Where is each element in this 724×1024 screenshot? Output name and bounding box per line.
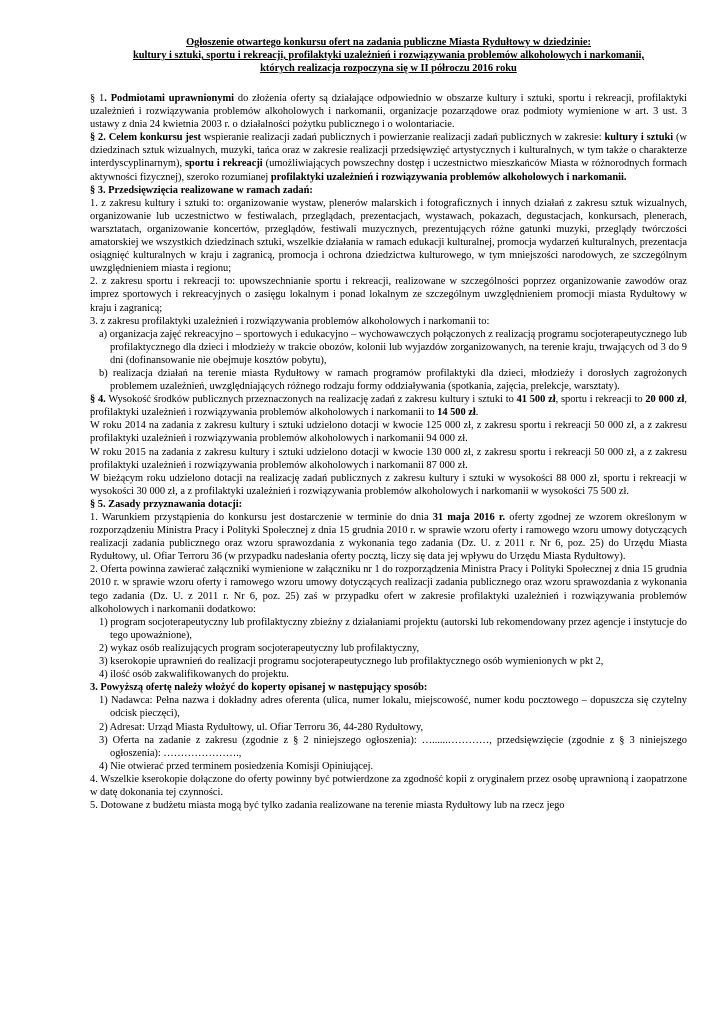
envelope-line-3: 3) Oferta na zadanie z zakresu (zgodnie z § 2 niniejszego ogłoszenia): …......…………, przedsięwzięcie (zgodnie z § 3 niniejszego ogłoszenia): …………………., xyxy=(99,734,687,759)
section-3-heading: § 3. Przedsięwzięcia realizowane w ramach zadań: xyxy=(90,184,313,196)
section-4: § 4. Wysokość środków publicznych przeznaczonych na realizację zadań z zakresu kultury i sztuki to 41 500 zł, sportu i rekreacji to 20 000 zł, profilaktyki uzależnień i rozwiązywania problemów alkoholowych i narkomanii to 14 500 zł. xyxy=(90,394,687,419)
envelope-line-1: 1) Nadawca: Pełna nazwa i dokładny adres oferenta (ulica, numer lokalu, miejscowość, numer kodu pocztowego – dopuszcza się czytelny odcisk pieczęci), xyxy=(99,695,687,720)
envelope-line-4: 4) Nie otwierać przed terminem posiedzenia Komisji Opiniującej. xyxy=(99,760,374,772)
section-5-attachment-4: 4) ilość osób zakwalifikowanych do projektu. xyxy=(99,669,289,681)
document-title: Ogłoszenie otwartego konkursu ofert na zadania publiczne Miasta Rydułtowy w dziedzinie: kultury i sztuki, sportu i rekreacji, profilaktyki uzależnień i rozwiązywania problemów alkoholowych i narkomanii, których realizacja rozpoczyna się w II półroczu 2016 roku xyxy=(132,37,645,74)
section-5-item-4: 4. Wszelkie kserokopie dołączone do oferty powinny być potwierdzone za zgodność kopii z oryginałem przez osobę uprawnioną i zaopatrzone w datę dokonania tej czynności. xyxy=(90,773,687,798)
section-4-current: W bieżącym roku udzielono dotacji na realizację zadań publicznych z zakresu kultury i sztuki w wysokości 88 000 zł, sportu i rekreacji w wysokości 30 000 zł, a z profilaktyki uzależnień i rozwiązywania problemów alkoholowych i narkomanii w wysokości 75 500 zł. xyxy=(90,472,687,497)
section-5-attachment-1: 1) program socjoterapeutyczny lub profilaktyczny zbieżny z działaniami projektu (autorski lub rekomendowany przez agencje i instytucje do tego upoważnione), xyxy=(99,616,687,641)
envelope-line-2: 2) Adresat: Urząd Miasta Rydułtowy, ul. Ofiar Terroru 36, 44-280 Rydułtowy, xyxy=(99,721,424,733)
document-page xyxy=(90,36,687,812)
section-4-2015: W roku 2015 na zadania z zakresu kultury i sztuki udzielono dotacji w kwocie 130 000 zł, z zakresu sportu i rekreacji 50 000 zł, a z zakresu profilaktyki uzależnień i rozwiązywania problemów alkoholowych i narkomanii 87 000 zł. xyxy=(90,446,687,471)
section-3-item-3b: b) realizacja działań na terenie miasta Rydułtowy w ramach programów profilaktyki dla dzieci, młodzieży i dorosłych zagrożonych problemem uzależnień, uwzględniających różnego rodzaju formy oddziaływania (spotkania, zajęcia, prelekcje, warsztaty). xyxy=(99,367,687,393)
section-3-item-3a: a) organizacja zajęć rekreacyjno – sportowych i edukacyjno – wychowawczych połączonych z realizacją programu socjoterapeutycznego lub profilaktycznego dla dzieci i młodzieży w trakcie obozów, kolonii lub wyjazdów zorganizowanych, na terenie kraju, trwających od 3 do 9 dni (dofinansowanie nie obejmuje kosztów pobytu), xyxy=(99,328,687,366)
section-5-heading: § 5. Zasady przyznawania dotacji: xyxy=(90,498,243,510)
section-3-item-3: 3. z zakresu profilaktyki uzależnień i rozwiązywania problemów alkoholowych i narkomanii to: xyxy=(90,315,490,327)
section-5-attachment-2: 2) wykaz osób realizujących program socjoterapeutyczny lub profilaktyczny, xyxy=(99,642,420,654)
section-5-item-5: 5. Dotowane z budżetu miasta mogą być tylko zadania realizowane na terenie miasta Rydułtowy lub na rzecz jego xyxy=(90,800,565,812)
section-2: § 2. Celem konkursu jest wspieranie realizacji zadań publicznych i powierzanie realizacji zadań publicznych w zakresie: kultury i sztuki (w dziedzinach sztuk wizualnych, muzyki, tańca oraz w zakresie realizacji przedsięwzięć artystycznych i kulturalnych, w tym także o charakterze interdyscyplinarnym), sportu i rekreacji (umożliwiających powszechny dostęp i uczestnictwo mieszkańców Miasta w różnorodnych formach aktywności fizycznej), szeroko rozumianej profilaktyki uzależnień i rozwiązywania problemów alkoholowych i narkomanii. xyxy=(90,132,687,183)
section-3-item-2: 2. z zakresu sportu i rekreacji to: upowszechnianie sportu i rekreacji, realizowane w szczególności poprzez organizowanie zawodów oraz imprez sportowych i rekreacyjnych o zasięgu lokalnym i ponad lokalnym ze szczególnym uwzględnieniem promocji miasta Rydułtowy w kraju i zagranicą; xyxy=(90,276,687,314)
section-1: § 1. Podmiotami uprawnionymi do złożenia oferty są działające odpowiednio w obszarze kultury i sztuki, sportu i rekreacji, profilaktyki uzależnień i rozwiązywania problemów alkoholowych i narkomanii, organizacje pozarządowe oraz podmioty wymienione w art. 3 ust. 3 ustawy z dnia 24 kwietnia 2003 r. o działalności pożytku publicznego i o wolontariacie. xyxy=(90,93,687,131)
section-5-item-2: 2. Oferta powinna zawierać załączniki wymienione w załączniku nr 1 do rozporządzenia Ministra Pracy i Polityki Społecznej z dnia 15 grudnia 2010 r. w sprawie wzoru oferty i ramowego wzoru umowy dotyczących realizacji zadania publicznego oraz wzoru sprawozdania z wykonania tego zadania (Dz. U. z 2011 r. Nr 6, poz. 25) zaś w przypadku ofert w zakresie profilaktyki uzależnień i rozwiązywania problemów alkoholowych i narkomanii dodatkowo: xyxy=(90,564,687,615)
section-5-item-1: 1. Warunkiem przystąpienia do konkursu jest dostarczenie w terminie do dnia 31 maja 2016 r. oferty zgodnej ze wzorem określonym w rozporządzeniu Ministra Pracy i Polityki Społecznej z dnia 15 grudnia 2010 r. w sprawie wzoru oferty i ramowego wzoru umowy dotyczących realizacji zadania publicznego oraz wzoru sprawozdania z wykonania tego zadania (Dz. U. z 2011 r. Nr 6, poz. 25) do Urzędu Miasta Rydułtowy, ul. Ofiar Terroru 36 (w przypadku nadesłania oferty pocztą, liczy się data jej wpływu do Urzędu Miasta Rydułtowy). xyxy=(90,512,687,563)
section-5-item-3: 3. Powyższą ofertę należy włożyć do koperty opisanej w następujący sposób: xyxy=(90,682,428,694)
section-3-item-1: 1. z zakresu kultury i sztuki to: organizowanie wystaw, plenerów malarskich i fotograficznych i innych działań z zakresu sztuk wizualnych, organizowanie lub uczestnictwo w festiwalach, przeglądach, prezentacjach, wystawach, pokazach, degustacjach, konkursach, plenerach, warsztatach, organizowanie koncertów, przeglądów, festiwali muzycznych, prezentujących różne gatunki muzyki, przeglądy twórczości amatorskiej we wszystkich dziedzinach sztuki, wszelkie działania w ramach edukacji kulturalnej, promocja wydarzeń kulturalnych, prezentacja osiągnięć kulturalnych w kraju i zagranicą, promocja i ochrona dziedzictwa kulturowego, w tym mniejszości narodowych, ze szczególnym uwzględnieniem miasta i regionu; xyxy=(90,197,687,275)
section-5-attachment-3: 3) kserokopie uprawnień do realizacji programu socjoterapeutycznego lub profilaktycznego osób wymienionych w pkt 2, xyxy=(99,656,604,668)
section-4-2014: W roku 2014 na zadania z zakresu kultury i sztuki udzielono dotacji w kwocie 125 000 zł, z zakresu sportu i rekreacji 50 000 zł, a z zakresu profilaktyki uzależnień i rozwiązywania problemów alkoholowych i narkomanii 94 000 zł. xyxy=(90,420,687,445)
